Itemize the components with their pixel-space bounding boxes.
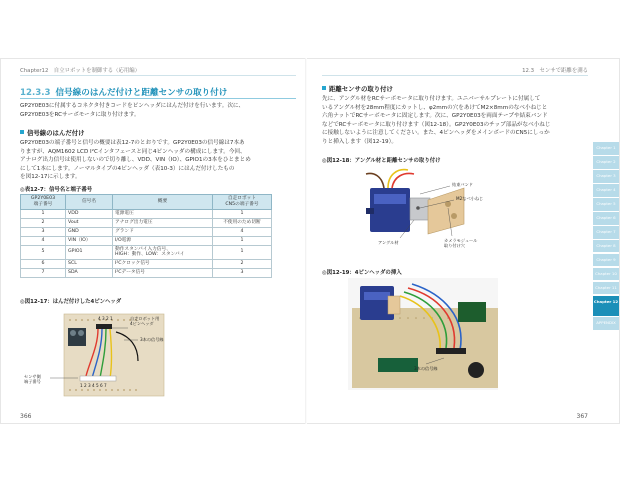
- section-underline: [20, 98, 296, 99]
- label-bundle-note: 3本の信号線: [140, 337, 164, 342]
- subsection-heading-mount: [322, 84, 393, 93]
- table-cell: GND: [66, 227, 113, 236]
- table-cell: 3: [213, 268, 272, 277]
- chapter-tab[interactable]: Chapter 3: [593, 170, 619, 183]
- table-cell: 1: [213, 210, 272, 219]
- pin-header-photo: [20, 306, 170, 406]
- para-line: にして1本にします。ノーマルタイプの4ピンヘッダ（表10-3）にはんだ付けしたもの: [20, 165, 235, 172]
- screw-icon: [416, 206, 420, 210]
- table-header-row: [21, 195, 272, 210]
- label-band: 結束バンド: [452, 182, 473, 187]
- table-cell: 2: [213, 260, 272, 269]
- chapter-tab[interactable]: APPENDIX: [593, 317, 619, 330]
- intro-line: GP2Y0E03に付属するコネクタ付きコードをピンヘッダにはんだ付けを行います。次に、: [20, 103, 245, 109]
- chapter-tabs: [593, 142, 619, 331]
- table-cell: グランド: [113, 227, 213, 236]
- breadboard: [64, 314, 164, 396]
- table-cell: 動作スタンバイ入力信号、 HIGH：動作、LOW：スタンバイ: [113, 245, 213, 260]
- chapter-tab[interactable]: Chapter 4: [593, 184, 619, 197]
- table-cell: I/O電源: [113, 236, 213, 245]
- table-cell: SDA: [66, 268, 113, 277]
- table-cell: 4: [213, 227, 272, 236]
- sub-board: [458, 302, 486, 322]
- table-row: [21, 236, 272, 245]
- intro-line: GP2Y0E03をRCサーボモータに取り付けます。: [20, 111, 140, 118]
- right-page: [322, 58, 588, 424]
- table-cell: 1: [213, 245, 272, 260]
- sensor-lens-icon: [70, 330, 76, 336]
- chapter-tab[interactable]: Chapter 8: [593, 240, 619, 253]
- four-pin-header: [96, 324, 112, 329]
- table-row: [21, 227, 272, 236]
- page-number-left: 366: [20, 413, 32, 420]
- sensor-mount-photo: [348, 164, 498, 256]
- table-cell: 6: [21, 260, 66, 269]
- label-angle: アングル材: [378, 240, 399, 245]
- buzzer: [468, 362, 484, 378]
- table-row: [21, 268, 272, 277]
- bullet-square-icon: [322, 86, 326, 90]
- table-row: [21, 260, 272, 269]
- table-cell: 不使用のため切断: [213, 219, 272, 228]
- mount-hole-icon: [451, 213, 457, 219]
- label-pins-top: 4 3 2 1: [98, 316, 113, 321]
- sensor-module: [68, 328, 86, 346]
- cn5-connector: [436, 348, 466, 354]
- label-screw: M2なべ小ねじ: [456, 196, 484, 201]
- table-cell: 1: [213, 236, 272, 245]
- para-line: 六角ナットでRCサーボモータに固定します。次に、GP2Y0E03を両面テープや結束バンド: [322, 113, 548, 120]
- table-header: 信号名: [66, 195, 113, 210]
- sensor-board: [428, 188, 464, 234]
- para-line: りますが、AQM1602 LCD I²Cインタフェースと同じ4ピンヘッダの構成にします。今回、: [20, 148, 246, 155]
- intro-paragraph: [20, 102, 296, 119]
- figure-caption-12-18: ◎図12-18：アングル材と距離センサの取り付け: [322, 158, 441, 164]
- header-rule: [322, 75, 588, 76]
- label-sensor-note: センサ側端子番号: [24, 374, 41, 384]
- label-header-note: 自走ロボット用 4ピンヘッダ: [130, 316, 160, 326]
- table-cell: I²Cデータ信号: [113, 268, 213, 277]
- subsection-heading-solder: [20, 128, 85, 137]
- mount-paragraph: [322, 95, 588, 147]
- table-cell: VDD: [66, 210, 113, 219]
- label-pins-bottom: 1 2 3 4 5 6 7: [80, 383, 107, 388]
- table-header: GP2Y0E03 端子番号: [21, 195, 66, 210]
- header-insert-photo: [348, 278, 498, 390]
- table-cell: Vout: [66, 219, 113, 228]
- subsection-title: 信号線のはんだ付け: [27, 129, 85, 137]
- section-heading: [20, 86, 227, 98]
- gutter: [305, 58, 307, 424]
- table-cell: VIN（IO）: [66, 236, 113, 245]
- sensor-connector: [80, 376, 116, 381]
- table-cell: 1: [21, 210, 66, 219]
- signal-table: [20, 194, 272, 278]
- bullet-square-icon: [20, 130, 24, 134]
- table-header: 概要: [113, 195, 213, 210]
- table-caption: ◎表12-7：信号名と端子番号: [20, 187, 93, 193]
- table-cell: 電源電圧: [113, 210, 213, 219]
- table-cell: SCL: [66, 260, 113, 269]
- table-cell: 3: [21, 227, 66, 236]
- para-line: GP2Y0E03の端子番号と信号の概要は表12-7のとおりです。GP2Y0E03の信号線は7本あ: [20, 140, 245, 146]
- section-number: 12.3.3: [20, 88, 51, 98]
- sensor-lens-icon: [78, 330, 84, 336]
- table-row: [21, 210, 272, 219]
- running-head-right: 12.3 センサで距離を測る: [522, 68, 588, 74]
- label-bundle: 3本の信号線: [414, 366, 438, 371]
- chapter-tab[interactable]: Chapter 9: [593, 254, 619, 267]
- page-number-right: 367: [576, 413, 588, 420]
- solder-paragraph: [20, 139, 296, 182]
- chapter-tab[interactable]: Chapter 1: [593, 142, 619, 155]
- para-line: に接触しないように注意してください。また、4ピンヘッダをメインボードのCN5にしっか: [322, 130, 550, 137]
- subsection-title: 距離センサの取り付け: [329, 85, 393, 93]
- chapter-tab[interactable]: Chapter 10: [593, 268, 619, 281]
- left-page: [20, 58, 296, 424]
- section-title: 信号線のはんだ付けと距離センサの取り付け: [55, 88, 228, 98]
- table-row: [21, 219, 272, 228]
- running-head-left: Chapter12 自立ロボットを制御する（応用編）: [20, 68, 141, 74]
- chapter-tab[interactable]: Chapter 6: [593, 212, 619, 225]
- table-cell: 4: [21, 236, 66, 245]
- header-rule: [20, 75, 296, 76]
- table-cell: 5: [21, 245, 66, 260]
- chapter-tab[interactable]: Chapter 5: [593, 198, 619, 211]
- para-line: を図12-17に示します。: [20, 174, 81, 181]
- table-cell: 2: [21, 219, 66, 228]
- table-header: 自走ロボット CN5の端子番号: [213, 195, 272, 210]
- para-line: りと挿入します（図12-19）。: [322, 138, 397, 145]
- chapter-tab[interactable]: Chapter 11: [593, 282, 619, 295]
- book-spread: [0, 58, 620, 424]
- para-line: アナログ出力信号は使用しないので切り離し、VDD、VIN（IO）、GPIO1の3本をひとまとめ: [20, 157, 251, 164]
- figure-caption-12-17: ◎図12-17：はんだ付けした4ピンヘッダ: [20, 299, 122, 305]
- table-cell: GPIO1: [66, 245, 113, 260]
- table-cell: 7: [21, 268, 66, 277]
- para-line: などでRCサーボモータに取り付けます（図12-18）。GP2Y0E03のチップ部品がなべ小ねじ: [322, 121, 551, 128]
- chapter-tab[interactable]: Chapter 7: [593, 226, 619, 239]
- para-line: 先に、アングル材をRCサーボモータに取り付けます。ユニバーサルプレートに付属して: [322, 96, 541, 102]
- para-line: いるアングル材を28mm程度にカットし、φ2mmの穴をあけてM2×8mmのなべ小ねじと: [322, 104, 548, 111]
- table-cell: アナログ出力電圧: [113, 219, 213, 228]
- table-cell: I²Cクロック信号: [113, 260, 213, 269]
- angle-bracket: [410, 198, 430, 220]
- figure-caption-12-19: ◎図12-19：4ピンヘッダの挿入: [322, 270, 402, 276]
- chapter-tab[interactable]: Chapter 2: [593, 156, 619, 169]
- label-camera: カメラモジュール取り付け穴: [444, 238, 478, 248]
- table-row: [21, 245, 272, 260]
- chapter-tab-active[interactable]: Chapter 12: [593, 296, 619, 316]
